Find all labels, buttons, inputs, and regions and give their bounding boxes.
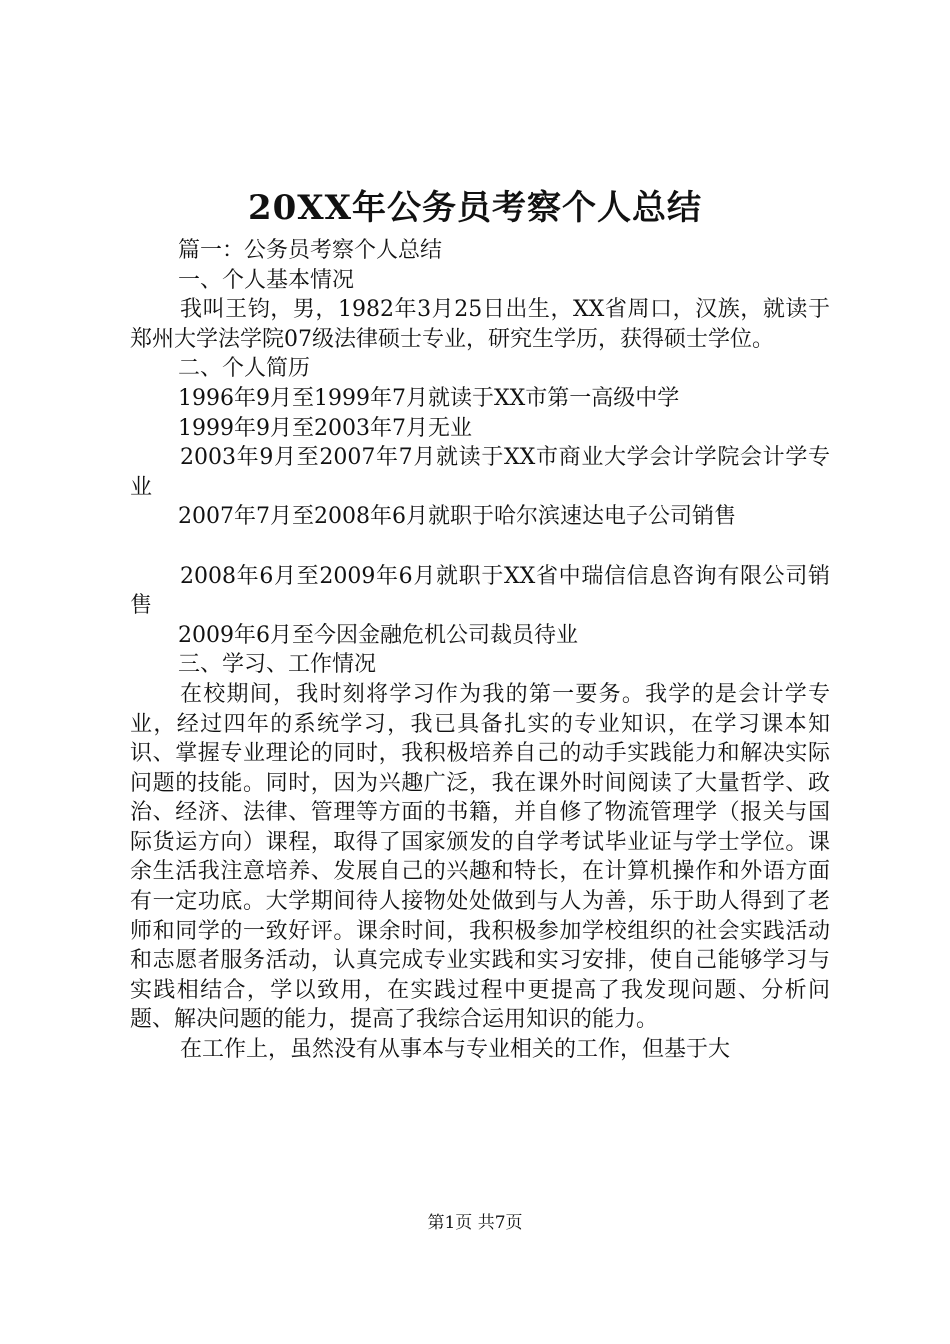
resume-item: 2007年7月至2008年6月就职于哈尔滨速达电子公司销售 <box>178 504 736 530</box>
paragraph-basic-info: 我叫王钧，男，1982年3月25日出生，XX省周口，汉族，就读于郑州大学法学院07级法律硕士专业，研究生学历，获得硕士学位。 <box>130 297 830 352</box>
resume-item: 1999年9月至2003年7月无业 <box>178 415 472 441</box>
section-heading-chapter: 篇一：公务员考察个人总结 <box>178 238 443 263</box>
paragraph-work: 在工作上，虽然没有从事本与专业相关的工作，但基于大 <box>180 1037 731 1063</box>
resume-item: 2009年6月至今因金融危机公司裁员待业 <box>178 622 578 648</box>
resume-item: 1996年9月至1999年7月就读于XX市第一高级中学 <box>178 385 680 411</box>
resume-item: 2003年9月至2007年7月就读于XX市商业大学会计学院会计学专业 <box>130 445 830 500</box>
blank-line <box>130 532 830 562</box>
section-heading-resume: 二、个人简历 <box>178 356 311 382</box>
document-title: 20XX年公务员考察个人总结 <box>247 188 703 228</box>
section-heading-basic-info: 一、个人基本情况 <box>178 267 355 293</box>
document-body <box>130 236 830 1065</box>
page-number-footer: 第1页 共7页 <box>427 1213 523 1233</box>
resume-item: 2008年6月至2009年6月就职于XX省中瑞信信息咨询有限公司销售 <box>130 563 830 619</box>
section-heading-study-work: 三、学习、工作情况 <box>178 652 377 678</box>
paragraph-study: 在校期间，我时刻将学习作为我的第一要务。我学的是会计学专业，经过四年的系统学习，我已具备扎实的专业知识，在学习课本知识、掌握专业理论的同时，我积极培养自己的动手实践能力和解决实际问题的技能。同时，因为兴趣广泛，我在课外时间阅读了大量哲学、政治、经济、法律、管理等方面的书籍，并自修了物流管理学（报关与国际货运方向）课程，取得了国家颁发的自学考试毕业证与学士学位。课余生活我注意培养、发展自己的兴趣和特长，在计算机操作和外语方面有一定功底。大学期间待人接物处处做到与人为善，乐于助人得到了老师和同学的一致好评。课余时间，我积极参加学校组织的社会实践活动和志愿者服务活动，认真完成专业实践和实习安排，使自己能够学习与实践相结合，学以致用，在实践过程中更提高了我发现问题、分析问题、解决问题的能力，提高了我综合运用知识的能力。 <box>130 681 830 1033</box>
